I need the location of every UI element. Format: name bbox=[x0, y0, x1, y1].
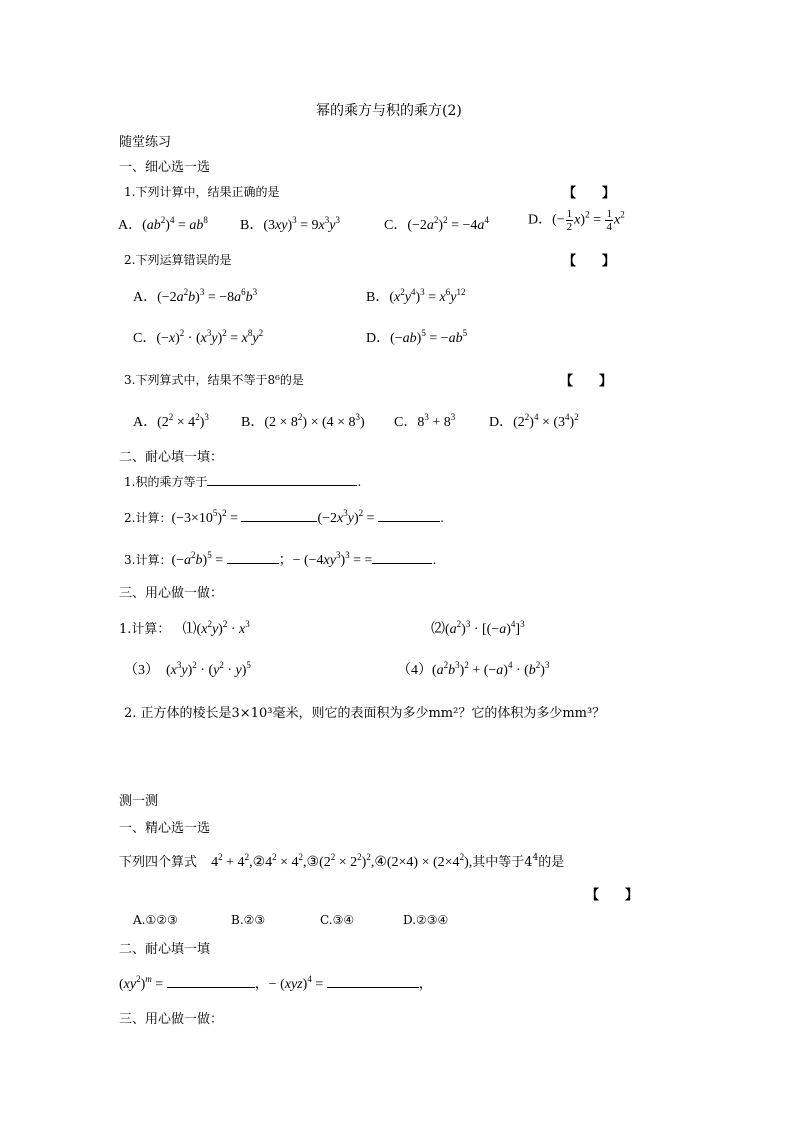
part1-heading: 一、细心选一选 bbox=[119, 160, 211, 175]
fill-q3: 3.计算：$(-a^2b)^5$ = ；− $(-4xy^3)^3$ = = . bbox=[124, 550, 437, 568]
answer-bracket-q1[interactable]: 【 】 bbox=[563, 186, 616, 201]
test-part3-heading: 三、用心做一做： bbox=[119, 1012, 224, 1027]
test-option-a[interactable]: A.①②③ bbox=[133, 913, 178, 927]
test-option-b[interactable]: B.②③ bbox=[231, 913, 266, 927]
section-practice-heading: 随堂练习 bbox=[119, 135, 172, 150]
page-title: 幂的乘方与积的乘方(2) bbox=[316, 103, 462, 119]
fill-q1-prefix: 1.积的乘方等于 bbox=[124, 475, 208, 489]
q2-option-a[interactable]: A．$(-2a^2b)^3 = -8a^6b^3$ bbox=[133, 287, 258, 305]
q1-option-d[interactable]: D．(− $\frac{1}{2}$ x)$^2$ = $\frac{1}{4}$ $x^2$ bbox=[528, 208, 625, 233]
test-question: 下列四个算式 $4^2$ + $4^2,②4^2$ × $4^2,③(2^2$ × $2^2)^2,④(2\times 4) \times (2\times 4^2)$,其中等于$4^4$的是 bbox=[119, 852, 565, 870]
part2-heading: 二、耐心填一填： bbox=[119, 450, 224, 465]
cube-question: 2. 正方体的棱长是3×10³毫米，则它的表面积为多少mm²？它的体积为多少mm³？ bbox=[124, 706, 606, 721]
q2-option-b[interactable]: B．$(x^2y^4)^3 = x^6y^{12}$ bbox=[366, 287, 466, 305]
compute-q1: 1.计算： $⑴(x^2y)^2 \cdot x^3$ bbox=[119, 619, 250, 637]
compute-item-4: $(4)(a^2b^3)^2 + (-a)^4 \cdot (b^2)^3$ bbox=[397, 660, 550, 678]
question-1-stem: 1.下列计算中，结果正确的是 bbox=[124, 185, 280, 199]
q3-option-a[interactable]: A．$(2^2 \times 4^2)^3$ bbox=[133, 412, 209, 430]
q3-option-d[interactable]: D．$(2^2)^4 \times (3^4)^2$ bbox=[489, 412, 579, 430]
compute-item-2: $⑵(a^2)^3 \cdot [(-a)^4]^3$ bbox=[431, 619, 525, 637]
fill-q2-prefix: 2.计算： bbox=[124, 511, 172, 525]
fill-q1: 1.积的乘方等于 . bbox=[124, 475, 362, 489]
q3-option-b[interactable]: B．$(2 \times 8^2) \times (4 \times 8^3)$ bbox=[241, 412, 365, 430]
fill-q3-blank-2[interactable] bbox=[372, 551, 432, 564]
question-3-stem: 3.下列算式中，结果不等于8⁶的是 bbox=[124, 373, 304, 387]
compute-item-3: （3） $(x^3y)^2 \cdot (y^2 \cdot y)^5$ bbox=[124, 660, 251, 678]
test-option-c[interactable]: C.③④ bbox=[320, 913, 355, 927]
test-answer-bracket[interactable]: 【 】 bbox=[586, 888, 639, 903]
answer-bracket-q2[interactable]: 【 】 bbox=[563, 254, 616, 269]
compute-q1-prefix: 1.计算： bbox=[119, 622, 171, 637]
test-fill-blank-1[interactable] bbox=[167, 975, 255, 988]
question-2-stem: 2.下列运算错误的是 bbox=[124, 253, 232, 267]
test-part1-heading: 一、精心选一选 bbox=[119, 821, 211, 836]
test-option-d[interactable]: D.②③④ bbox=[403, 913, 449, 927]
q1-option-c[interactable]: C．$(-2a^2)^2 = -4a^4$ bbox=[384, 215, 489, 233]
q1-option-b[interactable]: B．$(3xy)^3 = 9x^3y^3$ bbox=[240, 215, 340, 233]
part3-heading: 三、用心做一做： bbox=[119, 586, 224, 601]
q1-option-a[interactable]: A．$(ab^2)^4 = ab^8$ bbox=[118, 215, 208, 233]
test-part2-heading: 二、耐心填一填 bbox=[119, 942, 211, 957]
fill-q2-blank-2[interactable] bbox=[378, 509, 440, 522]
test-question-stem: 下列四个算式 bbox=[119, 855, 198, 870]
fill-q3-blank-1[interactable] bbox=[227, 551, 279, 564]
test-heading: 测一测 bbox=[119, 794, 159, 809]
fill-q2: 2.计算：$(-3\times 10^5)^2 = (-2x^3y)^2$ = . bbox=[124, 508, 444, 526]
fill-q2-blank-1[interactable] bbox=[241, 509, 317, 522]
answer-bracket-q3[interactable]: 【 】 bbox=[560, 374, 613, 389]
fill-q1-blank[interactable] bbox=[207, 473, 357, 486]
test-fill-blank-2[interactable] bbox=[327, 975, 419, 988]
q2-option-c[interactable]: C．$(-x)^2 \cdot (x^3y)^2 = x^8y^2$ bbox=[133, 328, 264, 346]
fill-q3-prefix: 3.计算： bbox=[124, 553, 172, 567]
test-fill-line: $(xy^2)^m$ = ，− (xyz)$^4$ = ， bbox=[119, 974, 433, 992]
q3-option-c[interactable]: C．$8^3 + 8^3$ bbox=[394, 412, 456, 430]
q2-option-d[interactable]: D．$(-ab)^5 = -ab^5$ bbox=[366, 328, 468, 346]
